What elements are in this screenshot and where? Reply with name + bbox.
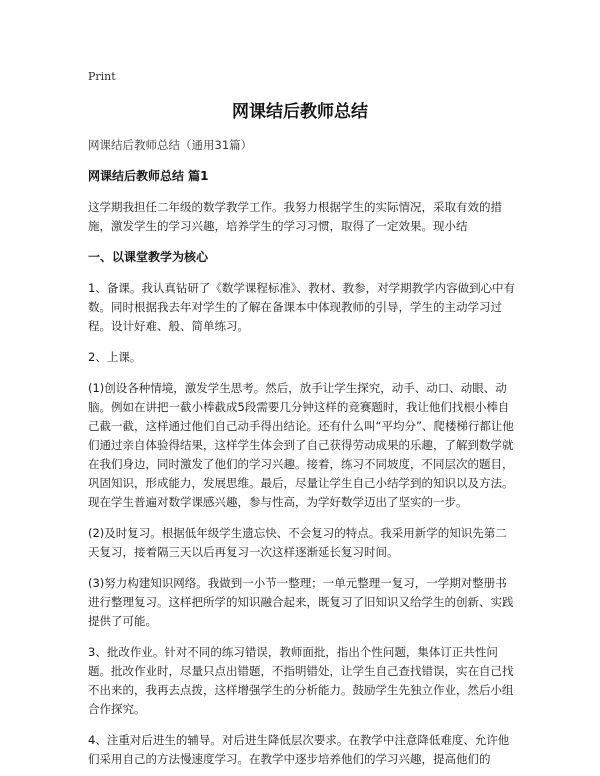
print-label: Print xyxy=(88,70,116,83)
paragraph-class: 2、上课。 xyxy=(88,350,142,364)
paragraph-homework: 3、批改作业。针对不同的练习错误，教师面批，指出个性问题，集体订正共性问题。批改作业时，尽量只点出错题，不指明错处，让学生自己查找错误，实在自己找不出来的，我再去点拨，这样增强学生的分析能力。鼓励学生先独立作业，然后小组合作探究。 xyxy=(88,645,514,716)
paragraph-knowledge-network: (3)努力构建知识网络。我做到一小节一整理；一单元整理一复习，一学期对整册书进行整理复习。这样把所学的知识融合起来，既复习了旧知识又给学生的创新、实践提供了可能。 xyxy=(88,576,514,628)
paragraph-tutoring: 4、注重对后进生的辅导。对后进生降低层次要求。在教学中注意降低难度、允许他们采用自己的方法慢速度学习。在教学中逐步培养他们的学习兴趣，提高他们的 xyxy=(88,733,510,766)
document-body xyxy=(88,136,516,776)
paragraph-lesson-prep: 1、备课。我认真钻研了《数学课程标准》、教材、教参，对学期教学内容做到心中有数。同时根据我去年对学生的了解在备课本中体现教师的引导，学生的主动学习过程。设计好难、般、简单练习。 xyxy=(88,281,516,333)
paragraph-review: (2)及时复习。根据低年级学生遗忘快、不会复习的特点。我采用新学的知识先第二天复习，接着隔三天以后再复习一次这样逐渐延长复习时间。 xyxy=(88,526,507,559)
article-heading: 网课结后教师总结 篇1 xyxy=(88,169,209,183)
document-subtitle: 网课结后教师总结（通用31篇） xyxy=(88,138,253,152)
document-title: 网课结后教师总结 xyxy=(232,102,368,122)
intro-paragraph: 这学期我担任二年级的数学教学工作。我努力根据学生的实际情况，采取有效的措施，激发学生的学习兴趣，培养学生的学习习惯，取得了一定效果。现小结 xyxy=(88,200,502,233)
paragraph-situations: (1)创设各种情境，激发学生思考。然后，放手让学生探究，动手、动口、动眼、动脑。例如在讲把一截小棒截成5段需要几分钟这样的竞赛题时，我让他们找根小棒自己截一截，这样通过他们自己动手得出结论。还有什么叫“平均分”、爬楼梯行都让他们通过亲自体验得结果，这样学生体会到了自己获得劳动成果的乐趣，了解到数学就在我们身边，同时激发了他们的学习兴趣。接着，练习不同坡度，不同层次的题目，巩固知识，形成能力，发展思维。最后，尽量让学生自己小结学到的知识以及方法。现在学生普遍对数学课感兴趣，参与性高，为学好数学迈出了坚实的一步。 xyxy=(88,381,514,509)
section-heading: 一、以课堂教学为核心 xyxy=(88,250,209,264)
